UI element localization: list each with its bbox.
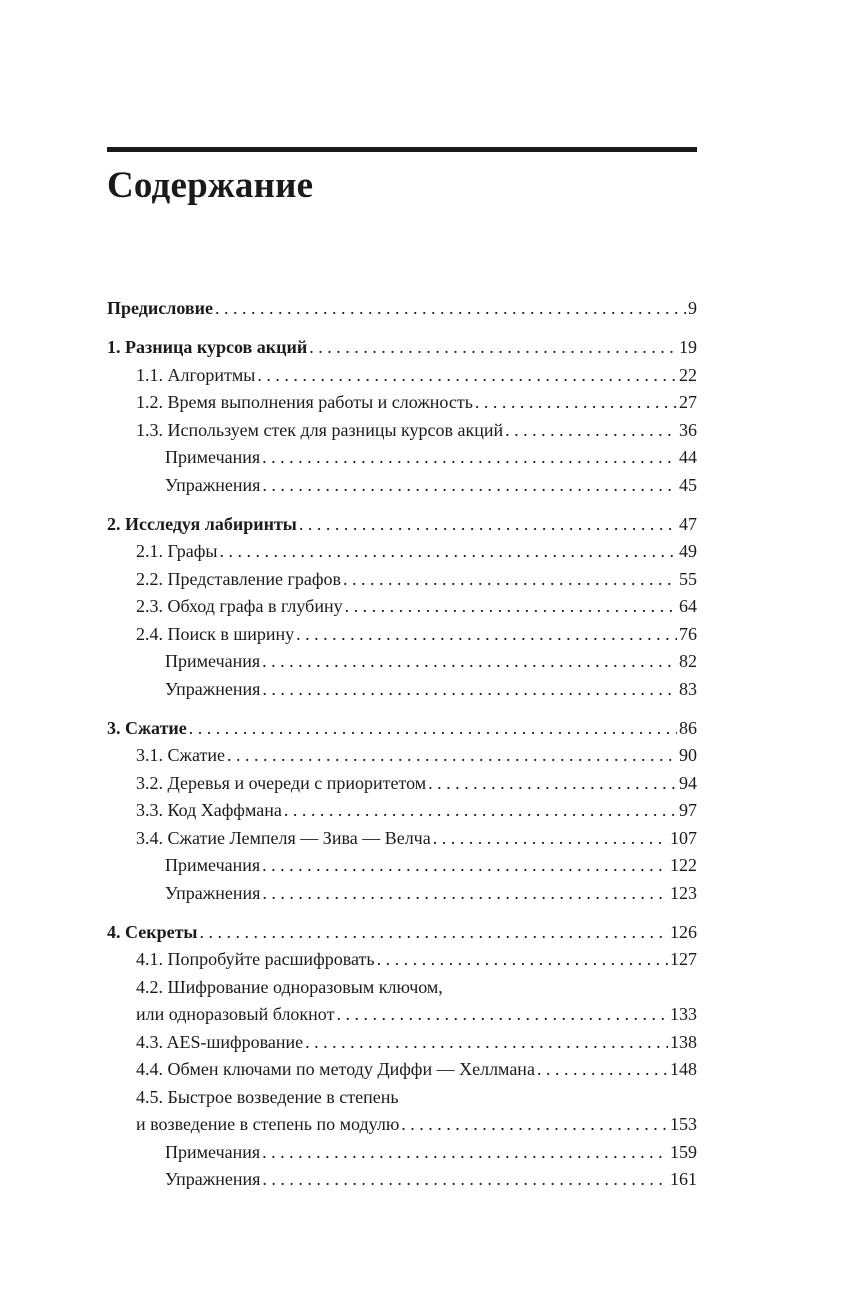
toc-entry-title: 3.2. Деревья и очереди с приоритетом: [136, 772, 427, 793]
dot-leader: [299, 511, 677, 539]
toc-entry[interactable]: [107, 444, 697, 472]
dot-leader: [336, 1001, 668, 1029]
contents-page: [107, 147, 697, 1189]
toc-entry-title: 1.3. Используем стек для разницы курсов акций: [136, 419, 504, 440]
toc-page-number: 44: [679, 447, 697, 467]
toc-entry-title: 3.1. Сжатие: [136, 745, 225, 765]
toc-entry-title: 2.2. Представление графов: [136, 568, 341, 589]
dot-leader: [401, 1111, 668, 1139]
dot-leader: [262, 444, 677, 472]
toc-entry-title: Примечания: [165, 447, 261, 467]
dot-leader: [309, 334, 677, 362]
toc-page-number: 126: [670, 921, 697, 942]
dot-leader: [296, 621, 677, 649]
dot-leader: [345, 593, 677, 621]
toc-entry-title: Упражнения: [165, 882, 261, 903]
toc-page-number: 9: [688, 298, 697, 318]
dot-leader: [305, 1029, 668, 1057]
dot-leader: [262, 676, 677, 704]
toc-entry-title: Примечания: [165, 1141, 261, 1162]
toc-page-number: 82: [679, 651, 697, 671]
toc-entry[interactable]: [107, 1111, 697, 1139]
table-of-contents: [107, 295, 697, 1194]
toc-entry-title: Примечания: [165, 651, 261, 671]
dot-leader: [199, 919, 668, 947]
toc-entry-title: 2.3. Обход графа в глубину: [136, 596, 343, 616]
toc-entry[interactable]: [107, 621, 697, 649]
toc-entry-title: 4.3. AES-шифрование: [136, 1031, 304, 1052]
toc-entry[interactable]: [107, 538, 697, 566]
toc-entry[interactable]: [107, 676, 697, 704]
toc-page-number: 159: [670, 1141, 697, 1162]
toc-chapter[interactable]: [107, 295, 697, 323]
toc-entry-title: 4.1. Попробуйте расшифровать: [136, 949, 375, 969]
toc-chapter[interactable]: [107, 919, 697, 947]
toc-page-number: 133: [670, 1004, 697, 1024]
dot-leader: [262, 880, 668, 908]
dot-leader: [475, 389, 677, 417]
dot-leader: [428, 770, 677, 798]
toc-entry[interactable]: [107, 417, 697, 445]
toc-page-number: 36: [679, 419, 697, 440]
toc-entry-title: Упражнения: [165, 1169, 261, 1189]
dot-leader: [343, 566, 677, 594]
toc-entry-title: Предисловие: [107, 298, 213, 318]
toc-page-number: 49: [679, 541, 697, 561]
toc-entry-title: Упражнения: [165, 474, 261, 495]
toc-entry[interactable]: [107, 974, 697, 1002]
toc-entry-title: 1. Разница курсов акций: [107, 337, 308, 357]
dot-leader: [220, 538, 677, 566]
toc-entry[interactable]: [107, 362, 697, 390]
dot-leader: [433, 825, 668, 853]
toc-page-number: 19: [679, 337, 697, 357]
toc-page-number: 123: [670, 882, 697, 903]
dot-leader: [227, 742, 677, 770]
toc-entry[interactable]: [107, 880, 697, 908]
dot-leader: [537, 1056, 668, 1084]
toc-entry[interactable]: [107, 593, 697, 621]
toc-entry-title: Упражнения: [165, 678, 261, 699]
toc-entry-title: 3.3. Код Хаффмана: [136, 800, 282, 820]
title-rule: [107, 147, 697, 152]
dot-leader: [505, 417, 677, 445]
dot-leader: [262, 1139, 668, 1167]
dot-leader: [377, 946, 668, 974]
toc-entry[interactable]: [107, 946, 697, 974]
toc-entry-title: 4.4. Обмен ключами по методу Диффи — Хеллмана: [136, 1059, 535, 1079]
toc-entry[interactable]: [107, 852, 697, 880]
toc-entry-title: 3. Сжатие: [107, 717, 187, 738]
dot-leader: [257, 362, 677, 390]
toc-entry[interactable]: [107, 797, 697, 825]
toc-entry-title: 1.1. Алгоритмы: [136, 364, 256, 385]
toc-entry[interactable]: [107, 1029, 697, 1057]
toc-chapter[interactable]: [107, 334, 697, 362]
toc-page-number: 122: [670, 855, 697, 875]
toc-entry[interactable]: [107, 472, 697, 500]
dot-leader: [262, 1166, 668, 1194]
toc-entry[interactable]: [107, 1139, 697, 1167]
toc-page-number: 148: [670, 1059, 697, 1079]
toc-page-number: 97: [679, 800, 697, 820]
toc-entry-title: 2.4. Поиск в ширину: [136, 623, 295, 644]
toc-entry-title: или одноразовый блокнот: [136, 1004, 335, 1024]
toc-entry[interactable]: [107, 825, 697, 853]
dot-leader: [262, 852, 668, 880]
toc-entry[interactable]: [107, 566, 697, 594]
toc-page-number: 27: [679, 392, 697, 412]
toc-entry-title: Примечания: [165, 855, 261, 875]
toc-entry[interactable]: [107, 742, 697, 770]
toc-page-number: 55: [679, 568, 697, 589]
dot-leader: [189, 715, 677, 743]
toc-entry[interactable]: [107, 648, 697, 676]
toc-page-number: 86: [679, 717, 697, 738]
toc-entry[interactable]: [107, 1001, 697, 1029]
toc-entry-title: 4.5. Быстрое возведение в степень: [136, 1086, 399, 1107]
toc-entry-title: 1.2. Время выполнения работы и сложность: [136, 392, 473, 412]
toc-entry[interactable]: [107, 389, 697, 417]
toc-chapter[interactable]: [107, 511, 697, 539]
toc-entry-title: 2.1. Графы: [136, 541, 218, 561]
toc-page-number: 90: [679, 745, 697, 765]
dot-leader: [262, 648, 677, 676]
toc-page-number: 83: [679, 678, 697, 699]
toc-entry[interactable]: [107, 1084, 697, 1112]
toc-entry-title: 4.2. Шифрование одноразовым ключом,: [136, 976, 443, 997]
toc-entry-title: 3.4. Сжатие Лемпеля — Зива — Велча: [136, 827, 431, 848]
toc-page-number: 127: [670, 949, 697, 969]
toc-page-number: 107: [670, 827, 697, 848]
toc-page-number: 47: [679, 513, 697, 534]
dot-leader: [262, 472, 677, 500]
toc-entry-title: 2. Исследуя лабиринты: [107, 513, 297, 534]
toc-chapter[interactable]: [107, 715, 697, 743]
toc-entry[interactable]: [107, 1166, 697, 1194]
toc-page-number: 161: [670, 1169, 697, 1189]
toc-page-number: 94: [679, 772, 697, 793]
toc-page-number: 64: [679, 596, 697, 616]
toc-page-number: 138: [670, 1031, 697, 1052]
toc-page-number: 153: [670, 1114, 697, 1134]
toc-entry[interactable]: [107, 1056, 697, 1084]
toc-entry-title: и возведение в степень по модулю: [136, 1114, 400, 1134]
toc-page-number: 22: [679, 364, 697, 385]
page-title: Содержание: [107, 165, 314, 206]
toc-entry[interactable]: [107, 770, 697, 798]
dot-leader: [215, 295, 686, 323]
dot-leader: [284, 797, 677, 825]
toc-entry-title: 4. Секреты: [107, 921, 198, 942]
toc-page-number: 76: [679, 623, 697, 644]
toc-page-number: 45: [679, 474, 697, 495]
